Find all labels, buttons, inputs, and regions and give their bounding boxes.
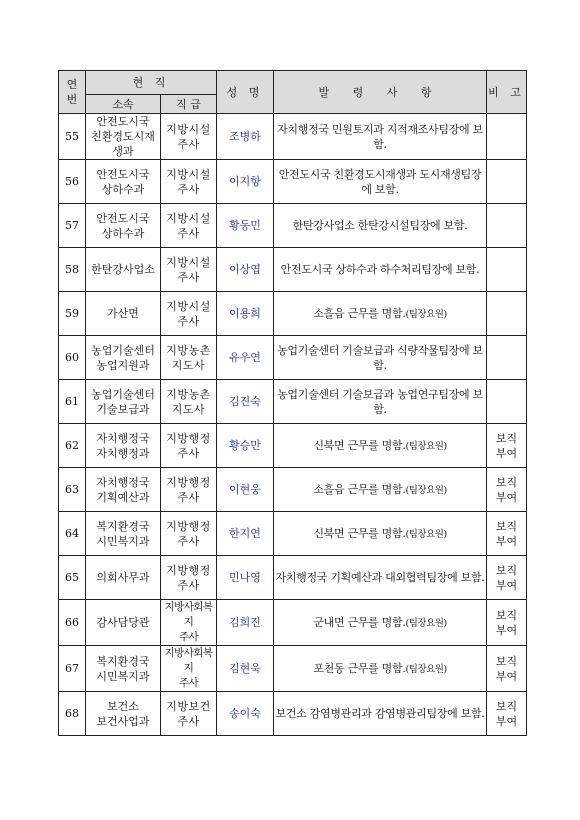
header-no-line1: 연 [66, 78, 78, 91]
affiliation-line: 자치행정국 [96, 431, 150, 445]
affiliation-line: 의회사무과 [96, 571, 150, 584]
note-line: 보직 [495, 608, 518, 622]
order-note: (팀장요원) [405, 484, 447, 496]
row-number: 62 [59, 424, 86, 468]
order-text: 군내면 근무를 명함. [313, 615, 406, 629]
grade-line: 지방사회복지 [164, 647, 213, 674]
note-cell [487, 380, 527, 424]
grade-line: 주사 [178, 631, 199, 643]
row-number: 59 [59, 292, 86, 336]
grade-line: 지방농촌 [166, 387, 211, 401]
table-row [59, 248, 527, 292]
order-text: 소흘읍 근무를 명함. [313, 482, 406, 496]
row-number: 56 [59, 160, 86, 204]
grade-cell [161, 292, 217, 336]
row-number: 57 [59, 204, 86, 248]
note-cell [487, 204, 527, 248]
order-cell [274, 692, 487, 736]
row-number: 67 [59, 646, 86, 692]
affiliation-line: 시민복지과 [96, 669, 150, 683]
affiliation-cell [86, 160, 161, 204]
person-name: 조병하 [217, 114, 274, 160]
grade-line: 주사 [177, 314, 200, 328]
grade-line: 지방시설 [166, 211, 211, 225]
order-text: 농업기술센터 기술보급과 농업연구팀장에 보함. [277, 387, 483, 416]
affiliation-cell [86, 292, 161, 336]
person-name: 황동민 [217, 204, 274, 248]
person-name: 한지연 [217, 512, 274, 556]
order-cell [274, 468, 487, 512]
grade-line: 주사 [177, 137, 200, 151]
grade-cell [161, 160, 217, 204]
header-name: 성 명 [217, 71, 274, 114]
row-number: 58 [59, 248, 86, 292]
affiliation-cell [86, 600, 161, 646]
order-text: 농업기술센터 기술보급과 식량작물팀장에 보함. [277, 343, 483, 372]
note-line: 보직 [495, 519, 518, 533]
grade-cell [161, 248, 217, 292]
order-cell [274, 248, 487, 292]
affiliation-line: 복지환경국 [96, 519, 150, 533]
note-cell [487, 292, 527, 336]
note-cell [487, 646, 527, 692]
order-cell [274, 204, 487, 248]
grade-cell [161, 646, 217, 692]
person-name: 송이숙 [217, 692, 274, 736]
grade-cell [161, 114, 217, 160]
row-number: 68 [59, 692, 86, 736]
note-line: 보직 [495, 431, 518, 445]
table-row [59, 512, 527, 556]
note-line: 부여 [495, 578, 518, 592]
affiliation-cell [86, 336, 161, 380]
affiliation-line: 안전도시국 [96, 167, 150, 181]
order-cell [274, 600, 487, 646]
grade-line: 주사 [177, 490, 200, 504]
affiliation-line: 농업기술센터 [91, 387, 155, 401]
grade-cell [161, 556, 217, 600]
affiliation-line: 한탄강사업소 [91, 263, 155, 276]
grade-line: 지방행정 [166, 431, 211, 445]
affiliation-line: 복지환경국 [96, 654, 150, 668]
order-cell [274, 646, 487, 692]
note-cell [487, 512, 527, 556]
grade-cell [161, 204, 217, 248]
order-cell [274, 380, 487, 424]
grade-line: 지방행정 [166, 475, 211, 489]
affiliation-cell [86, 468, 161, 512]
order-cell [274, 160, 487, 204]
order-cell [274, 556, 487, 600]
note-line: 부여 [495, 714, 518, 728]
table-row [59, 292, 527, 336]
note-cell [487, 336, 527, 380]
table-row [59, 424, 527, 468]
note-line: 보직 [495, 475, 518, 489]
header-note: 비 고 [487, 71, 527, 114]
row-number: 63 [59, 468, 86, 512]
header-no-line2: 번 [66, 93, 78, 106]
person-name: 유우연 [217, 336, 274, 380]
row-number: 64 [59, 512, 86, 556]
row-number: 65 [59, 556, 86, 600]
order-text: 안전도시국 친환경도시재생과 도시재생팀장에 보함. [278, 167, 482, 196]
affiliation-cell [86, 692, 161, 736]
person-name: 김희진 [217, 600, 274, 646]
affiliation-line: 농업지원과 [96, 358, 150, 372]
affiliation-line: 기술보급과 [96, 402, 150, 416]
header-current-position: 현 직 [86, 71, 217, 95]
person-name: 이용희 [217, 292, 274, 336]
row-number: 66 [59, 600, 86, 646]
grade-cell [161, 380, 217, 424]
grade-line: 지도사 [171, 402, 206, 416]
grade-line: 지방시설 [166, 122, 211, 136]
grade-cell [161, 692, 217, 736]
order-note: (팀장요원) [405, 440, 447, 452]
affiliation-line: 시민복지과 [96, 534, 150, 548]
affiliation-cell [86, 380, 161, 424]
grade-line: 지방행정 [166, 563, 211, 577]
table-row [59, 692, 527, 736]
affiliation-line: 가산면 [107, 307, 139, 320]
grade-cell [161, 468, 217, 512]
grade-line: 주사 [178, 677, 199, 689]
order-text: 안전도시국 상하수과 하수처리팀장에 보함. [280, 263, 480, 276]
order-cell [274, 114, 487, 160]
note-line: 부여 [495, 446, 518, 460]
table-body [59, 114, 527, 736]
table-row [59, 468, 527, 512]
order-cell [274, 512, 487, 556]
affiliation-cell [86, 556, 161, 600]
order-text: 한탄강사업소 한탄강시설팀장에 보함. [292, 219, 468, 232]
note-cell [487, 692, 527, 736]
affiliation-cell [86, 424, 161, 468]
table-row [59, 600, 527, 646]
appointment-table [58, 70, 527, 736]
order-cell [274, 424, 487, 468]
row-number: 61 [59, 380, 86, 424]
note-line: 부여 [495, 534, 518, 548]
note-line: 보직 [495, 654, 518, 668]
affiliation-line: 자치행정과 [96, 446, 150, 460]
grade-line: 주사 [177, 578, 200, 592]
affiliation-line: 농업기술센터 [91, 343, 155, 357]
affiliation-line: 안전도시국 [96, 115, 150, 128]
note-cell [487, 556, 527, 600]
note-cell [487, 114, 527, 160]
grade-line: 주사 [177, 182, 200, 196]
grade-line: 지방행정 [166, 519, 211, 533]
header-grade: 직 급 [161, 95, 217, 114]
order-cell [274, 336, 487, 380]
grade-line: 주사 [177, 270, 200, 284]
grade-line: 주사 [177, 714, 200, 728]
order-note: (팀장요원) [405, 308, 447, 320]
note-cell [487, 424, 527, 468]
affiliation-cell [86, 512, 161, 556]
person-name: 민나영 [217, 556, 274, 600]
row-number: 60 [59, 336, 86, 380]
affiliation-line: 상하수과 [101, 182, 145, 196]
person-name: 이상엽 [217, 248, 274, 292]
grade-line: 지방보건 [166, 699, 211, 713]
table-row [59, 114, 527, 160]
table-row [59, 556, 527, 600]
grade-line: 지방시설 [166, 299, 211, 313]
person-name: 김현욱 [217, 646, 274, 692]
note-line: 부여 [495, 623, 518, 637]
affiliation-line: 기획예산과 [96, 490, 150, 504]
order-text: 신북면 근무를 명함. [313, 526, 406, 540]
grade-line: 지방농촌 [166, 343, 211, 357]
affiliation-cell [86, 204, 161, 248]
note-cell [487, 248, 527, 292]
order-text: 자치행정국 기획예산과 대외협력팀장에 보함. [275, 571, 485, 584]
affiliation-line: 친환경도시재생과 [91, 130, 155, 158]
person-name: 김진숙 [217, 380, 274, 424]
order-text: 신북면 근무를 명함. [313, 438, 406, 452]
grade-line: 지방시설 [166, 255, 211, 269]
person-name: 이현웅 [217, 468, 274, 512]
note-cell [487, 160, 527, 204]
grade-line: 지방사회복지 [164, 601, 213, 628]
note-line: 보직 [495, 699, 518, 713]
table-header [59, 71, 527, 114]
person-name: 황승만 [217, 424, 274, 468]
grade-line: 주사 [177, 226, 200, 240]
grade-line: 지도사 [171, 358, 206, 372]
grade-line: 주사 [177, 446, 200, 460]
grade-cell [161, 512, 217, 556]
order-cell [274, 292, 487, 336]
note-cell [487, 600, 527, 646]
affiliation-line: 보건사업과 [96, 714, 150, 728]
grade-cell [161, 336, 217, 380]
order-text: 보건소 감염병관리과 감염병관리팀장에 보함. [275, 707, 485, 720]
note-line: 부여 [495, 490, 518, 504]
affiliation-cell [86, 646, 161, 692]
table-row [59, 204, 527, 248]
table-row [59, 336, 527, 380]
affiliation-line: 안전도시국 [96, 211, 150, 225]
affiliation-line: 감사담당관 [96, 616, 150, 629]
table-row [59, 646, 527, 692]
row-number: 55 [59, 114, 86, 160]
note-line: 부여 [495, 669, 518, 683]
header-order: 발 령 사 항 [274, 71, 487, 114]
order-text: 포천동 근무를 명함. [313, 661, 406, 675]
affiliation-line: 보건소 [107, 699, 139, 713]
order-note: (팀장요원) [405, 617, 447, 629]
grade-cell [161, 424, 217, 468]
note-cell [487, 468, 527, 512]
grade-line: 주사 [177, 534, 200, 548]
affiliation-cell [86, 114, 161, 160]
affiliation-line: 상하수과 [101, 226, 145, 240]
order-note: (팀장요원) [405, 528, 447, 540]
affiliation-line: 자치행정국 [96, 475, 150, 489]
grade-cell [161, 600, 217, 646]
table-row [59, 160, 527, 204]
affiliation-cell [86, 248, 161, 292]
note-line: 보직 [495, 563, 518, 577]
header-affiliation: 소속 [86, 95, 161, 114]
order-text: 자치행정국 민원토지과 지적재조사팀장에 보함. [277, 122, 483, 151]
grade-line: 지방시설 [166, 167, 211, 181]
order-note: (팀장요원) [405, 663, 447, 675]
table-row [59, 380, 527, 424]
header-no [59, 71, 86, 114]
order-text: 소흘읍 근무를 명함. [313, 306, 406, 320]
person-name: 이지항 [217, 160, 274, 204]
